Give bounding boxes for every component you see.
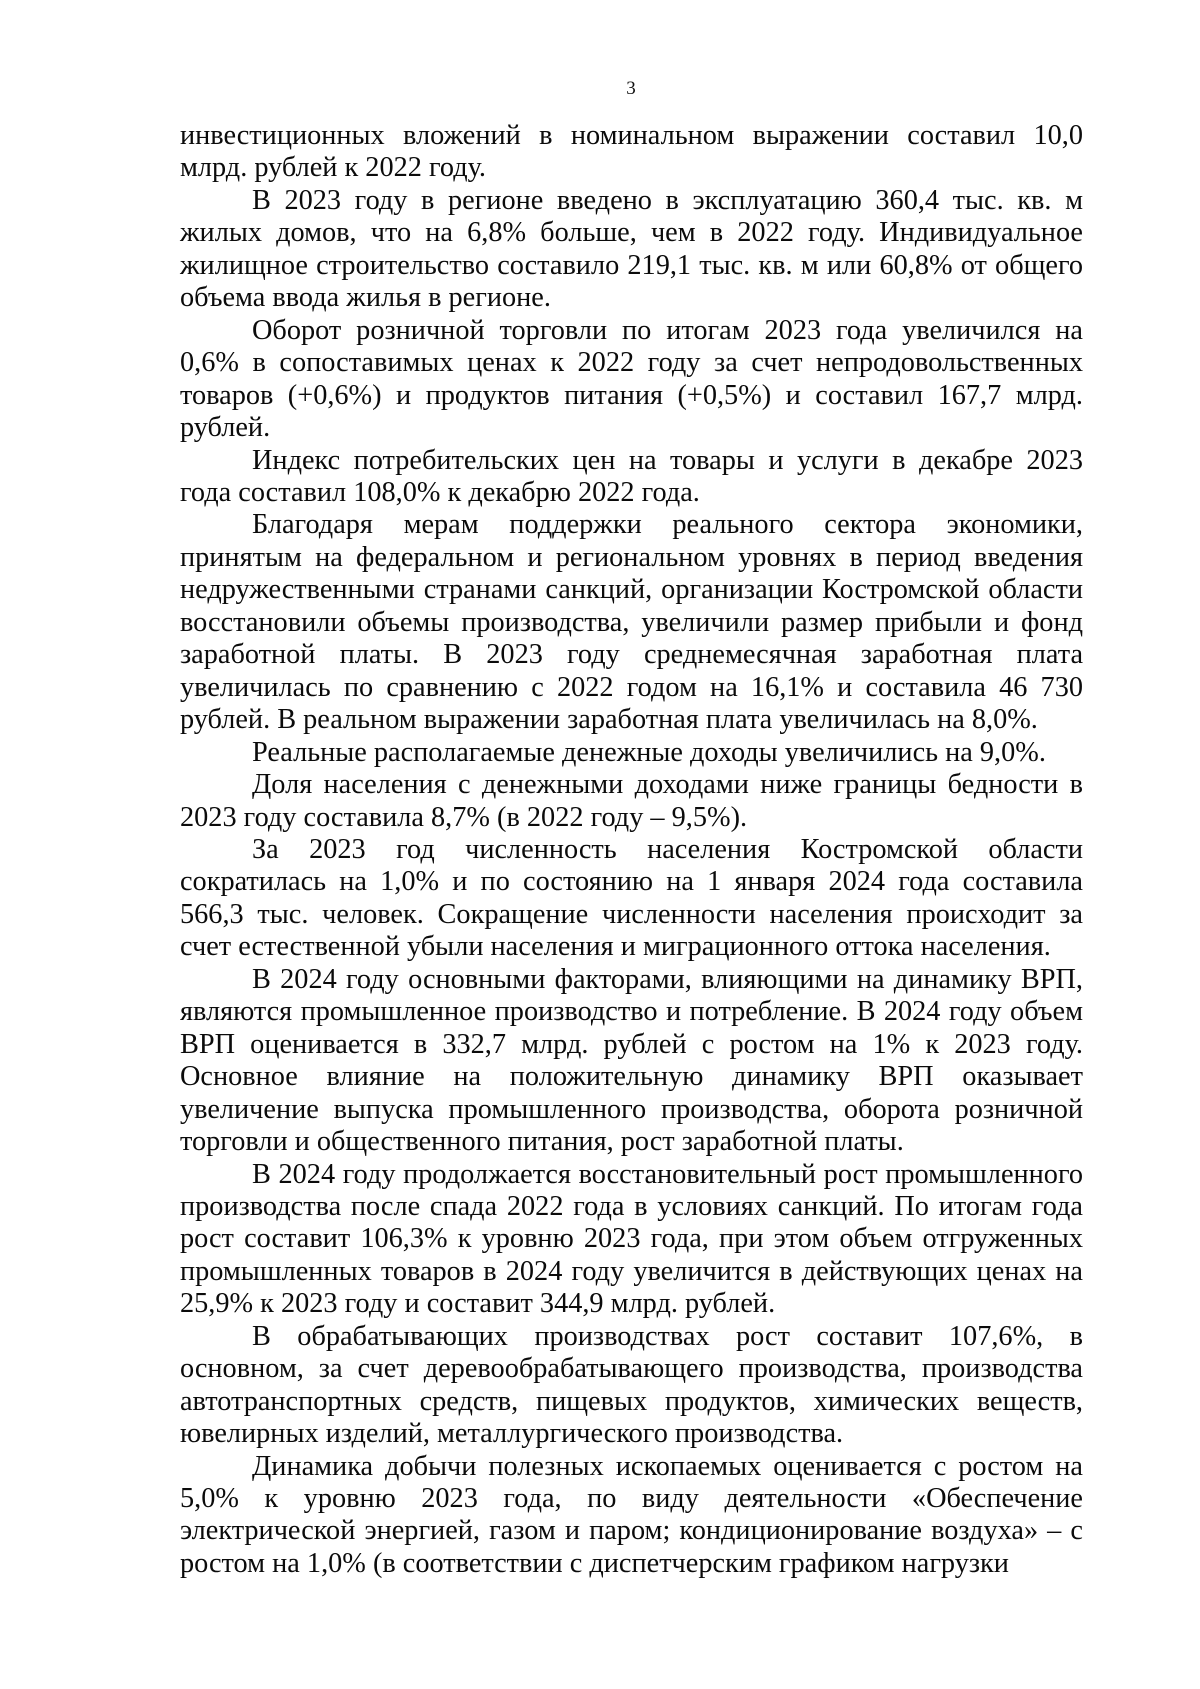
paragraph-housing: В 2023 году в регионе введено в эксплуатацию 360,4 тыс. кв. м жилых домов, что на 6,8% больше, чем в 2022 году. Индивидуальное жилищное строительство составило 219,1 тыс. кв. м или 60,8% от общего объема ввода жилья в регионе. [180,184,1083,314]
document-body [180,120,1083,1580]
paragraph-population: За 2023 год численность населения Костромской области сократилась на 1,0% и по состоянию на 1 января 2024 года составила 566,3 тыс. человек. Сокращение численности населения происходит за счет естественной убыли населения и миграционного оттока населения. [180,833,1083,963]
page-number: 3 [626,78,636,99]
paragraph-consumer-prices: Индекс потребительских цен на товары и услуги в декабре 2023 года составил 108,0% к декабрю 2022 года. [180,444,1083,508]
paragraph-mining-energy: Динамика добычи полезных ископаемых оценивается с ростом на 5,0% к уровню 2023 года, по виду деятельности «Обеспечение электрической энергией, газом и паром; кондиционирование воздуха» – с ростом на 1,0% (в соответствии с диспетчерским графиком нагрузки [180,1450,1083,1579]
paragraph-retail-trade: Оборот розничной торговли по итогам 2023 года увеличился на 0,6% в сопоставимых ценах к 2022 году за счет непродовольственных товаров (+0,6%) и продуктов питания (+0,5%) и составил 167,7 млрд. рублей. [180,314,1083,444]
paragraph-manufacturing: В обрабатывающих производствах рост составит 107,6%, в основном, за счет деревообрабатывающего производства, производства автотранспортных средств, пищевых продуктов, химических веществ, ювелирных изделий, металлургического производства. [180,1320,1083,1450]
paragraph-grp-2024: В 2024 году основными факторами, влияющими на динамику ВРП, являются промышленное производство и потребление. В 2024 году объем ВРП оценивается в 332,7 млрд. рублей с ростом на 1% к 2023 году. Основное влияние на положительную динамику ВРП оказывает увеличение выпуска промышленного производства, оборота розничной торговли и общественного питания, рост заработной платы. [180,963,1083,1158]
paragraph-poverty: Доля населения с денежными доходами ниже границы бедности в 2023 году составила 8,7% (в 2022 году – 9,5%). [180,769,1083,833]
paragraph-industrial-production: В 2024 году продолжается восстановительный рост промышленного производства после спада 2022 года в условиях санкций. По итогам года рост составит 106,3% к уровню 2023 года, при этом объем отгруженных промышленных товаров в 2024 году увеличится в действующих ценах на 25,9% к 2023 году и составит 344,9 млрд. рублей. [180,1158,1083,1320]
paragraph-wages: Благодаря мерам поддержки реального сектора экономики, принятым на федеральном и региональном уровнях в период введения недружественными странами санкций, организации Костромской области восстановили объемы производства, увеличили размер прибыли и фонд заработной платы. В 2023 году среднемесячная заработная плата увеличилась по сравнению с 2022 годом на 16,1% и составила 46 730 рублей. В реальном выражении заработная плата увеличилась на 8,0%. [180,509,1083,736]
paragraph-real-incomes: Реальные располагаемые денежные доходы увеличились на 9,0%. [252,736,1046,768]
paragraph-investment-continuation: инвестиционных вложений в номинальном выражении составил 10,0 млрд. рублей к 2022 году. [180,120,1083,184]
